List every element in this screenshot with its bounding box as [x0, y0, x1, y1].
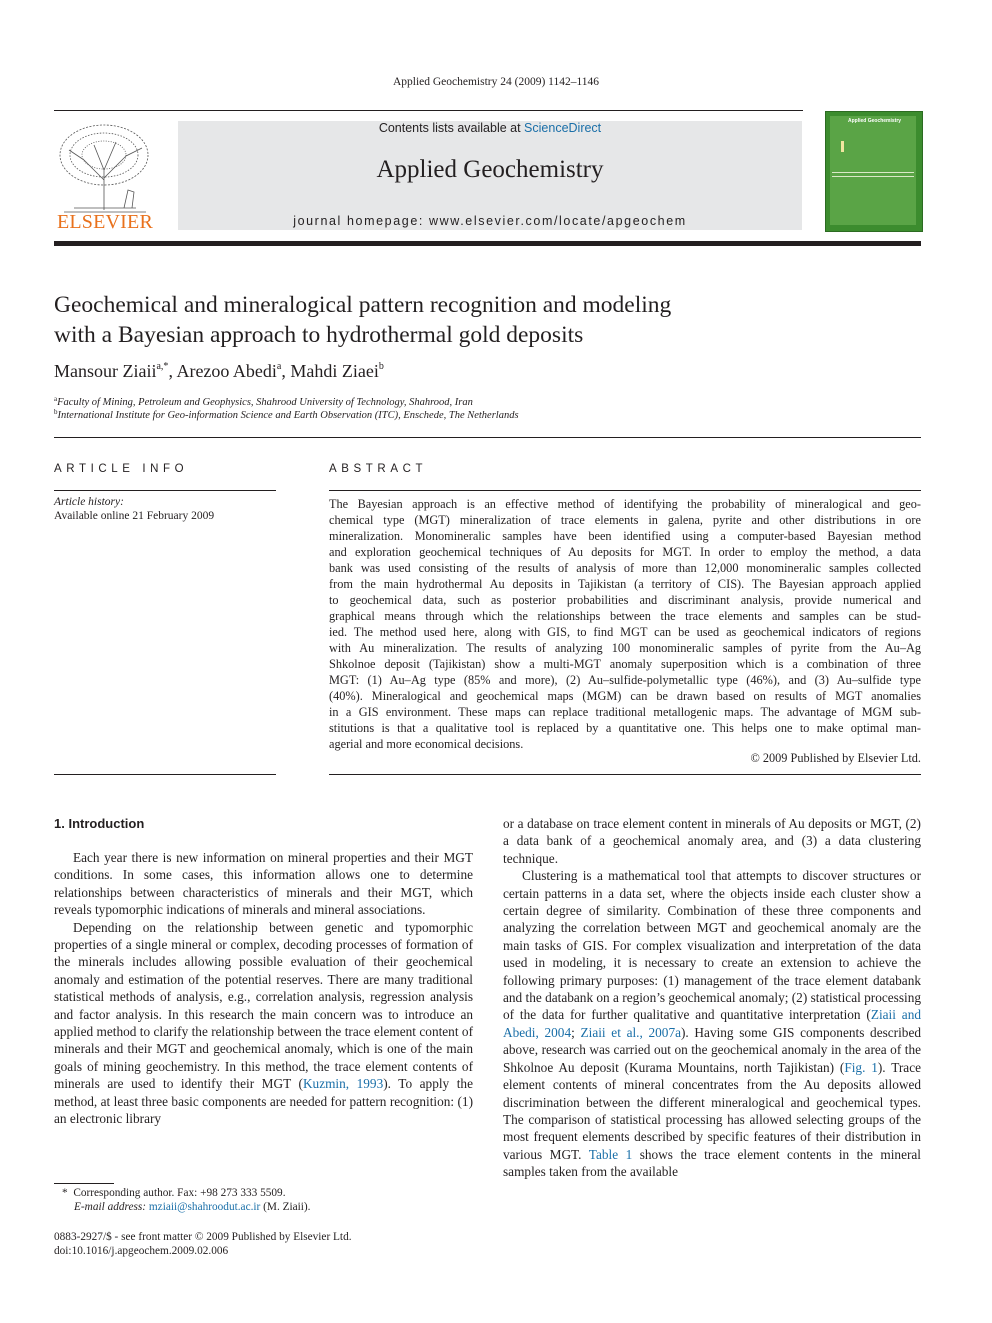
email-link[interactable]: mziaii@shahroodut.ac.ir: [148, 1201, 261, 1213]
contents-available: [178, 121, 802, 135]
journal-cover-line: [832, 176, 914, 177]
elsevier-logo-text: ELSEVIER: [56, 211, 154, 233]
issn-line: 0883-2927/$ - see front matter © 2009 Published by Elsevier Ltd.: [54, 1231, 352, 1243]
abstract-line: to geochemical data, such as posterior probabilities and discriminant analysis, provide numerical and: [329, 593, 921, 607]
body-column-right: [503, 815, 921, 1181]
header-thick-rule: [54, 241, 921, 246]
abstract-line: from the main hydrothermal Au deposits in Tajikistan (a territory of CIS). The Bayesian approach applied: [329, 577, 921, 591]
author-sup: a,*: [156, 361, 169, 372]
paragraph-text: ). To apply the method, at least three basic components are needed for pattern recognition: (1) an electronic library: [54, 1076, 473, 1127]
figure-link[interactable]: Fig. 1: [844, 1059, 878, 1075]
contents-prefix: Contents lists available at: [378, 121, 525, 135]
abstract-line: mineralization. Monomineralic samples have been identified using a computer-based Bayesian method: [329, 529, 921, 543]
divider: [329, 774, 921, 775]
article-info-heading: ARTICLE INFO: [54, 463, 189, 475]
abstract-line: MGT: (1) Au–Ag type (85% and more), (2) Au–sulfide-polymetallic type (46%), and (3) Au–sulfide type: [329, 673, 921, 687]
footnote-text: Corresponding author. Fax: +98 273 333 5509.: [73, 1187, 286, 1199]
author-list: [54, 361, 384, 382]
abstract-line: graphical means through which the relationships between the trace elements and samples can be stud-: [329, 609, 921, 623]
email-label: E-mail address:: [74, 1201, 149, 1213]
journal-title: Applied Geochemistry: [376, 156, 604, 183]
paragraph: [54, 919, 473, 1128]
journal-cover-bar: [841, 141, 844, 152]
article-title: [54, 290, 814, 350]
title-line-1: Geochemical and mineralogical pattern recognition and modeling: [54, 292, 672, 318]
doi-line[interactable]: doi:10.1016/j.apgeochem.2009.02.006: [54, 1245, 229, 1257]
copyright-notice: © 2009 Published by Elsevier Ltd.: [750, 751, 921, 765]
journal-citation: Applied Geochemistry 24 (2009) 1142–1146: [392, 76, 600, 88]
footnote-email: [74, 1201, 311, 1213]
paragraph-text: Clustering is a mathematical tool that attempts to discover structures or certain patterns in a data set, where the objects inside each cluster show a certain degree of similarity. Combination of these three components and analyzing the correlation between MGT and geochemical anomaly are the main tasks of GIS. For complex visualization and interpretation of the data used in modeling, it is necessary to create an extension to achieve the following primary purposes: (1) management of the trace element databank and the databank on a region’s geochemical anomaly; (2) statistical processing of the data for further qualitative and quantitative interpretation (: [503, 868, 921, 1023]
body-column-left: [54, 849, 473, 1128]
author-sup: b: [378, 361, 384, 372]
footnote-corresponding: [62, 1187, 286, 1199]
paragraph-text: ;: [571, 1024, 581, 1040]
author-name[interactable]: Mansour Ziaii: [54, 361, 157, 381]
affiliation: [54, 395, 473, 408]
abstract-line: and exploration geochemical techniques of Au deposits for MGT. In order to employ the method, a data: [329, 545, 921, 559]
author-name[interactable]: Mahdi Ziaei: [290, 361, 379, 381]
paragraph: [503, 867, 921, 1180]
affiliation-sup: a: [54, 395, 58, 403]
abstract-line: chemical type (MGT) mineralization of trace elements in galena, pyrite and other distributions in ore: [329, 513, 921, 527]
abstract-line: stitutions is that a qualitative tool is replaced by a quantitative one. This helps one to make optimal man-: [329, 721, 921, 735]
reference-link[interactable]: Ziaii et al., 2007a: [580, 1024, 681, 1040]
article-history-label: Article history:: [54, 496, 124, 508]
author-separator: ,: [281, 361, 291, 381]
divider: [54, 774, 276, 775]
affiliation-sup: b: [54, 408, 58, 416]
sciencedirect-link[interactable]: ScienceDirect: [524, 121, 602, 135]
reference-link[interactable]: Ziaii and Abedi, 2004: [503, 1007, 921, 1040]
journal-cover-panel: [830, 116, 916, 225]
abstract-line: in a GIS environment. These maps can replace traditional metallogenic maps. The advantage of MGM sub-: [329, 705, 921, 719]
table-link[interactable]: Table 1: [588, 1146, 633, 1162]
abstract-body: [329, 496, 921, 752]
abstract-line: (40%). Mineralogical and geochemical maps (MGM) can be drawn based on results of MGT anomalies: [329, 689, 921, 703]
abstract-line: agerial and more economical decisions.: [329, 737, 524, 751]
affiliation-text: Faculty of Mining, Petroleum and Geophysics, Shahrood University of Technology, Shahrood, Iran: [57, 397, 473, 408]
author-separator: ,: [168, 361, 177, 381]
abstract-line: The Bayesian approach is an effective method of identifying the probability of mineralogical and geo-: [329, 497, 921, 511]
paragraph-text: shows the trace element contents in the mineral samples taken from the available: [503, 1146, 921, 1180]
journal-cover-line: [832, 172, 914, 173]
section-heading: 1. Introduction: [54, 816, 145, 831]
divider: [54, 490, 276, 491]
author-sup: a: [276, 361, 282, 372]
journal-homepage[interactable]: journal homepage: www.elsevier.com/locate/apgeochem: [293, 214, 687, 228]
header-rule: [54, 110, 803, 111]
divider: [54, 437, 921, 438]
abstract-line: bank was used consisting of the results of analysis of more than 12,000 monomineralic samples collected: [329, 561, 921, 575]
divider: [329, 490, 921, 491]
abstract-line: with Au mineralization. The results of analyzing 100 monomineralic samples of pyrite from the Au–Ag: [329, 641, 921, 655]
affiliation: [54, 408, 519, 421]
abstract-heading: ABSTRACT: [329, 463, 428, 475]
paragraph: Each year there is new information on mineral properties and their MGT conditions. In some cases, this information allows one to determine relationships between characteristics of minerals and their MGT, which reveals typomorphic indications of minerals and mineral associations.: [54, 850, 473, 918]
paragraph: or a database on trace element content in minerals of Au deposits or MGT, (2) a data bank of a geochemical anomaly area, and (3) a data clustering technique.: [503, 816, 921, 866]
paragraph-text: ). Trace element contents of mineral concentrates from the Au deposits allowed discrimination between the different mineralogical and geochemical types. The comparison of statistical processing has allowed selecting groups of the most frequent elements described by specific features of their distribution in various MGT.: [503, 1059, 921, 1162]
footnote-rule: [54, 1183, 114, 1184]
author-name[interactable]: Arezoo Abedi: [176, 361, 277, 381]
paragraph-text: ). Having some GIS components described above, research was carried out on the geochemical anomaly in the area of the Shkolnoe Au deposit (Kurama Mountains, north Tajikistan) (: [503, 1024, 922, 1075]
affiliation-text: International Institute for Geo-information Science and Earth Observation (ITC), Enschede, The Netherlands: [57, 410, 519, 421]
footnote-marker: *: [62, 1187, 68, 1199]
article-history-value: Available online 21 February 2009: [54, 510, 215, 522]
paragraph-text: Depending on the relationship between genetic and typomorphic properties of a single mineral or complex, decoding processes of formation of the minerals includes allowing possible evaluation of their geochemical anomaly and estimation of the potential reserves. There are many traditional statistical methods of analysis, e.g., correlation analysis, regression analysis and factor analysis. In this research the main concern was to introduce an applied method to clarify the relationship between the trace element content of minerals and their MGT and geochemical anomaly, which is one of the main goals of mining geochemistry. In this method, the trace element contents of minerals are used to identify their MGT (: [54, 919, 473, 1092]
email-suffix: (M. Ziaii).: [260, 1201, 311, 1213]
title-line-2: with a Bayesian approach to hydrothermal gold deposits: [54, 322, 584, 348]
abstract-line: Shkolnoe deposit (Tajikistan) show a multi-MGT anomaly superposition which is a combination of three: [329, 657, 921, 671]
reference-link[interactable]: Kuzmin, 1993: [302, 1076, 384, 1092]
journal-cover-title: Applied Geochemistry: [848, 118, 902, 124]
abstract-line: ied. The method used here, along with GIS, to find MGT can be used as geochemical indicators of regions: [329, 625, 921, 639]
